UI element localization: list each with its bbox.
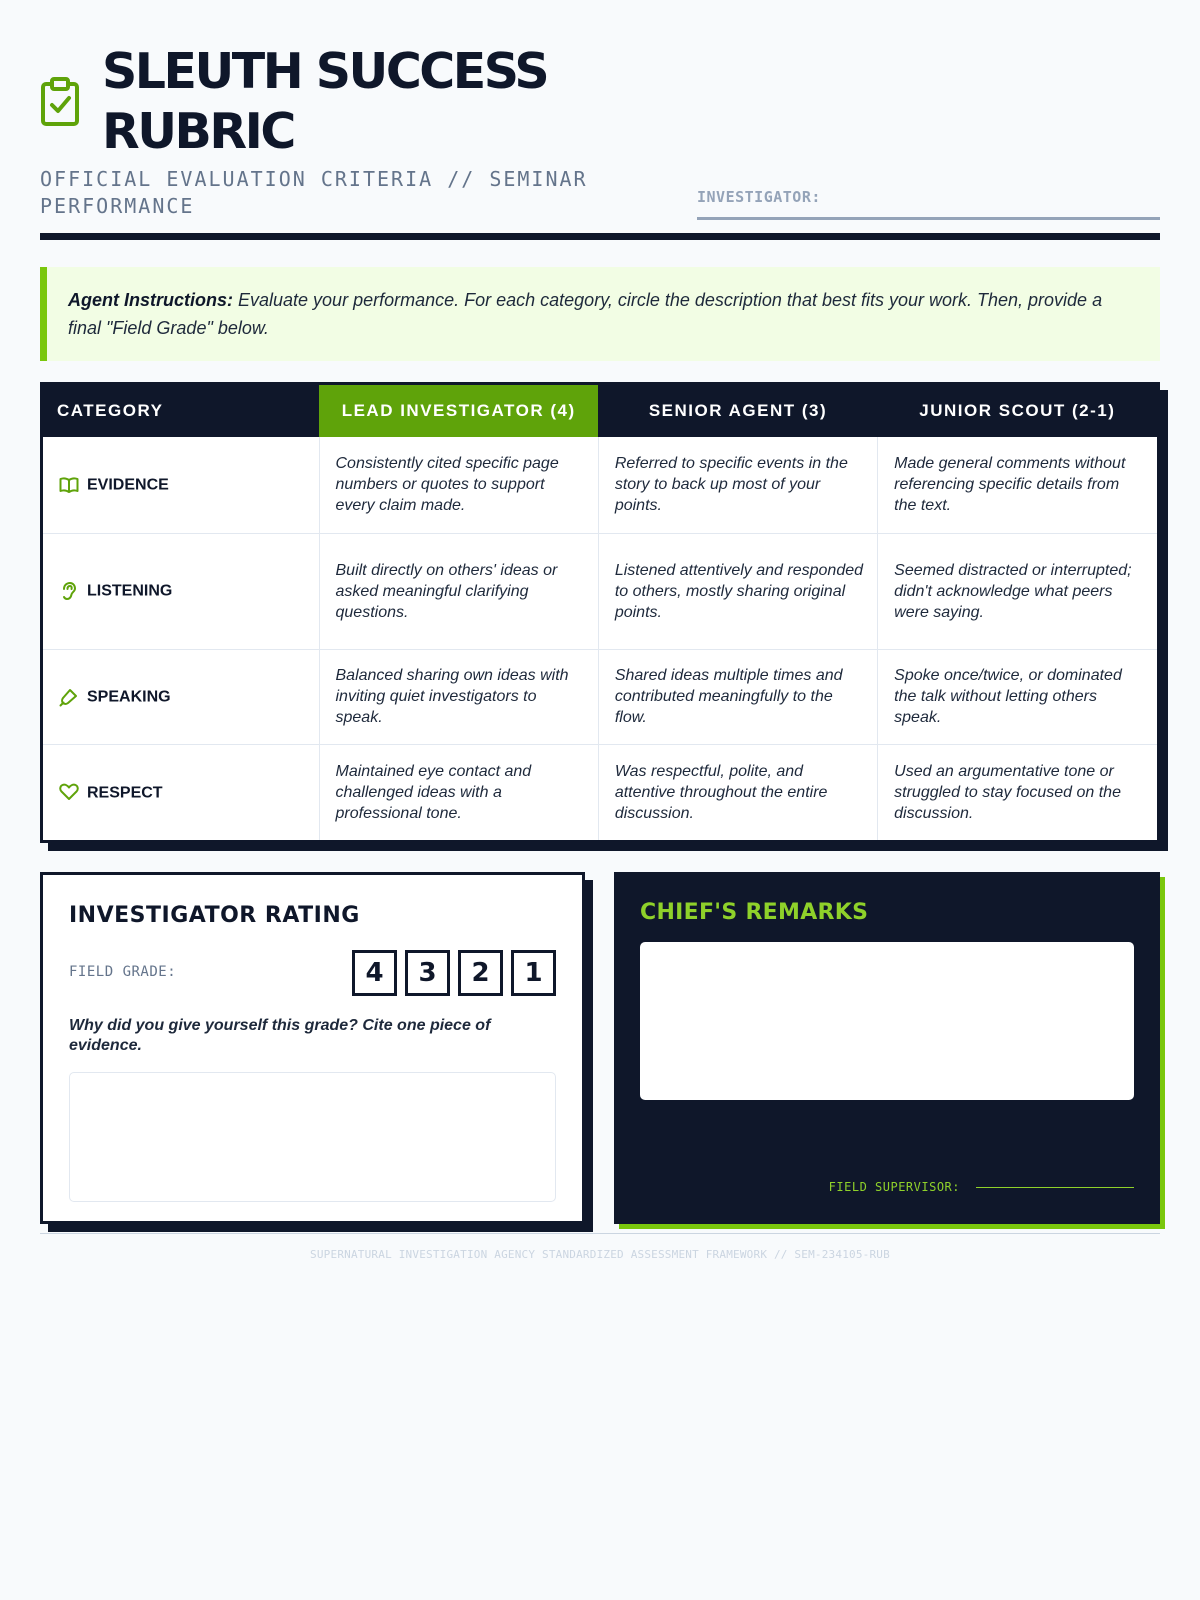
footer-text: SUPERNATURAL INVESTIGATION AGENCY STANDARDIZED ASSESSMENT FRAMEWORK // SEM-234105-RUB — [310, 1248, 890, 1261]
table-row — [43, 533, 1157, 649]
investigator-name-field[interactable] — [697, 188, 1160, 220]
instructions-callout — [40, 267, 1160, 361]
page-title: SLEUTH SUCCESS RUBRIC — [102, 43, 548, 160]
cell-senior[interactable]: Listened attentively and responded to others, mostly sharing original points. — [598, 533, 877, 649]
chiefs-remarks-panel — [614, 872, 1160, 1224]
investigator-rating-panel — [40, 872, 585, 1224]
category-label: SPEAKING — [87, 688, 171, 706]
cell-junior[interactable]: Used an argumentative tone or struggled to stay focused on the discussion. — [894, 762, 1121, 822]
cell-junior[interactable]: Spoke once/twice, or dominated the talk without letting others speak. — [878, 649, 1157, 744]
cell-senior[interactable]: Was respectful, polite, and attentive throughout the entire discussion. — [598, 744, 877, 840]
grade-options — [352, 950, 556, 996]
rubric-table — [40, 382, 1160, 843]
field-supervisor-label: FIELD SUPERVISOR: — [828, 1180, 960, 1194]
remarks-title: CHIEF'S REMARKS — [640, 900, 869, 925]
footer-divider — [40, 1233, 1160, 1234]
grade-reason-input[interactable] — [69, 1072, 556, 1202]
category-label: RESPECT — [87, 783, 163, 801]
header — [40, 0, 1160, 242]
signature-line[interactable] — [976, 1187, 1134, 1188]
header-divider — [40, 233, 1160, 240]
category-label: LISTENING — [87, 582, 173, 600]
cell-senior[interactable]: Shared ideas multiple times and contributed meaningfully to the flow. — [598, 649, 877, 744]
header-junior-scout: JUNIOR SCOUT (2-1) — [878, 385, 1157, 437]
cell-lead[interactable]: Built directly on others' ideas or asked meaningful clarifying questions. — [319, 533, 598, 649]
ear-icon — [59, 581, 79, 601]
grade-option-1[interactable]: 1 — [511, 950, 556, 996]
bottom-panels — [40, 872, 1160, 1232]
field-supervisor-signature — [829, 1180, 1134, 1194]
page-subtitle: OFFICIAL EVALUATION CRITERIA // SEMINAR PERFORMANCE — [40, 167, 588, 218]
category-cell-respect — [43, 744, 319, 840]
table-row — [43, 649, 1157, 744]
grade-reason-prompt: Why did you give yourself this grade? Cite one piece of evidence. — [69, 1017, 491, 1054]
category-cell-speaking — [43, 649, 319, 744]
table-row — [43, 744, 1157, 840]
cell-lead[interactable]: Balanced sharing own ideas with inviting quiet investigators to speak. — [319, 649, 598, 744]
remarks-input[interactable] — [640, 942, 1134, 1100]
table-header-row — [43, 385, 1157, 437]
grade-option-3[interactable]: 3 — [405, 950, 450, 996]
table-row — [43, 437, 1157, 533]
rating-title: INVESTIGATOR RATING — [69, 903, 360, 928]
grade-option-2[interactable]: 2 — [458, 950, 503, 996]
cell-senior[interactable]: Referred to specific events in the story to back up most of your points. — [598, 437, 877, 533]
grade-option-4[interactable]: 4 — [352, 950, 397, 996]
clipboard-check-icon — [40, 77, 80, 127]
header-lead-investigator: LEAD INVESTIGATOR (4) — [319, 385, 598, 437]
cell-lead[interactable]: Maintained eye contact and challenged ideas with a professional tone. — [319, 744, 598, 840]
cell-lead[interactable]: Consistently cited specific page numbers or quotes to support every claim made. — [319, 437, 598, 533]
cell-junior[interactable]: Seemed distracted or interrupted; didn't acknowledge what peers were saying. — [878, 533, 1157, 649]
title-row — [40, 42, 572, 162]
investigator-label: INVESTIGATOR: — [697, 188, 821, 206]
microphone-icon — [59, 687, 79, 707]
instructions-text: Evaluate your performance. For each category, circle the description that best fits your work. Then, provide a final "Field Grade" below. — [68, 290, 1103, 338]
cell-junior[interactable]: Made general comments without referencing specific details from the text. — [878, 437, 1157, 533]
category-cell-evidence — [43, 437, 319, 533]
heart-icon — [59, 783, 79, 801]
book-open-icon — [59, 476, 79, 494]
instructions-lead: Agent Instructions: — [68, 290, 233, 310]
field-grade-label: FIELD GRADE: — [69, 964, 177, 980]
category-label: EVIDENCE — [87, 476, 169, 494]
field-grade-row — [69, 950, 556, 998]
category-cell-listening — [43, 533, 319, 649]
header-category: CATEGORY — [43, 385, 319, 437]
header-senior-agent: SENIOR AGENT (3) — [598, 385, 877, 437]
